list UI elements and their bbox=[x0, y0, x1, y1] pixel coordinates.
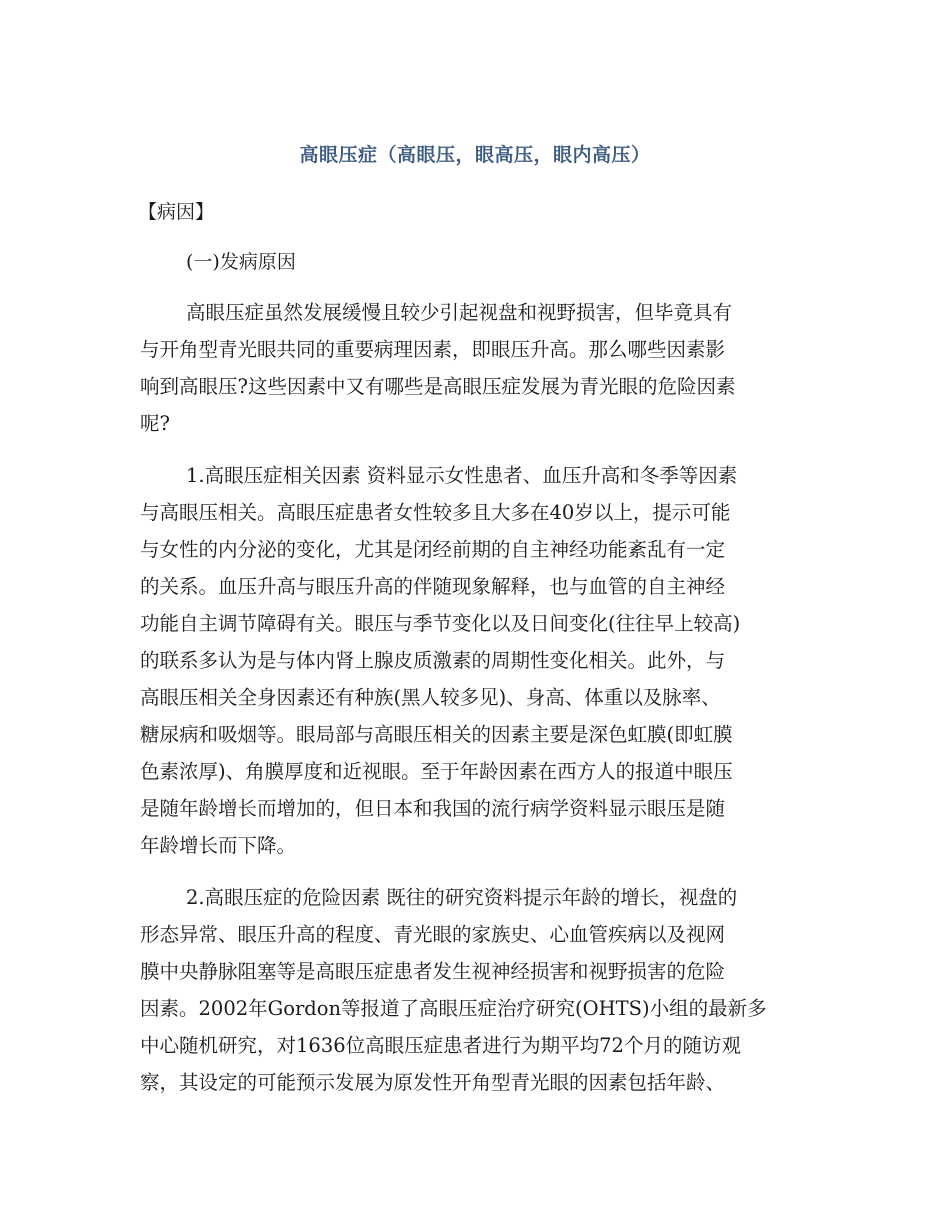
paragraph2-line: 糖尿病和吸烟等。眼局部与高眼压相关的因素主要是深色虹膜(即虹膜 bbox=[140, 723, 733, 746]
paragraph3-line: 形态异常、眼压升高的程度、青光眼的家族史、心血管疾病以及视网 bbox=[140, 923, 726, 946]
subheading-causes: (一)发病原因 bbox=[186, 251, 296, 273]
paragraph3-line: 察，其设定的可能预示发展为原发性开角型青光眼的因素包括年龄、 bbox=[140, 1071, 726, 1094]
paragraph2-line: 与女性的内分泌的变化，尤其是闭经前期的自主神经功能紊乱有一定 bbox=[140, 538, 726, 561]
paragraph2-line: 高眼压相关全身因素还有种族(黑人较多见)、身高、体重以及脉率、 bbox=[140, 686, 721, 709]
paragraph1-line: 呢? bbox=[140, 412, 170, 435]
paragraph3-line: 中心随机研究，对1636位高眼压症患者进行为期平均72个月的随访观 bbox=[140, 1034, 741, 1057]
paragraph2-line: 功能自主调节障碍有关。眼压与季节变化以及日间变化(往往早上较高) bbox=[140, 612, 741, 635]
document-title: 高眼压症（高眼压，眼高压，眼内高压） bbox=[299, 144, 651, 166]
paragraph2-line: 的联系多认为是与体内肾上腺皮质激素的周期性变化相关。此外，与 bbox=[140, 649, 726, 672]
section-heading-etiology: 【病因】 bbox=[138, 201, 215, 223]
paragraph2-line: 年龄增长而下降。 bbox=[140, 834, 297, 857]
paragraph1-line: 高眼压症虽然发展缓慢且较少引起视盘和视野损害，但毕竟具有 bbox=[186, 301, 733, 324]
paragraph1-line: 与开角型青光眼共同的重要病理因素，即眼压升高。那么哪些因素影 bbox=[140, 338, 726, 361]
paragraph3-line: 膜中央静脉阻塞等是高眼压症患者发生视神经损害和视野损害的危险 bbox=[140, 960, 726, 983]
paragraph3-line: 2.高眼压症的危险因素 既往的研究资料提示年龄的增长，视盘的 bbox=[186, 886, 738, 909]
paragraph2-line: 1.高眼压症相关因素 资料显示女性患者、血压升高和冬季等因素 bbox=[186, 464, 738, 487]
paragraph3-line: 因素。2002年Gordon等报道了高眼压症治疗研究(OHTS)小组的最新多 bbox=[140, 997, 767, 1020]
paragraph2-line: 的关系。血压升高与眼压升高的伴随现象解释，也与血管的自主神经 bbox=[140, 575, 726, 598]
paragraph2-line: 与高眼压相关。高眼压症患者女性较多且大多在40岁以上，提示可能 bbox=[140, 501, 731, 524]
paragraph1-line: 响到高眼压?这些因素中又有哪些是高眼压症发展为青光眼的危险因素 bbox=[140, 375, 736, 398]
paragraph2-line: 色素浓厚)、角膜厚度和近视眼。至于年龄因素在西方人的报道中眼压 bbox=[140, 760, 733, 783]
paragraph2-line: 是随年龄增长而增加的，但日本和我国的流行病学资料显示眼压是随 bbox=[140, 797, 726, 820]
